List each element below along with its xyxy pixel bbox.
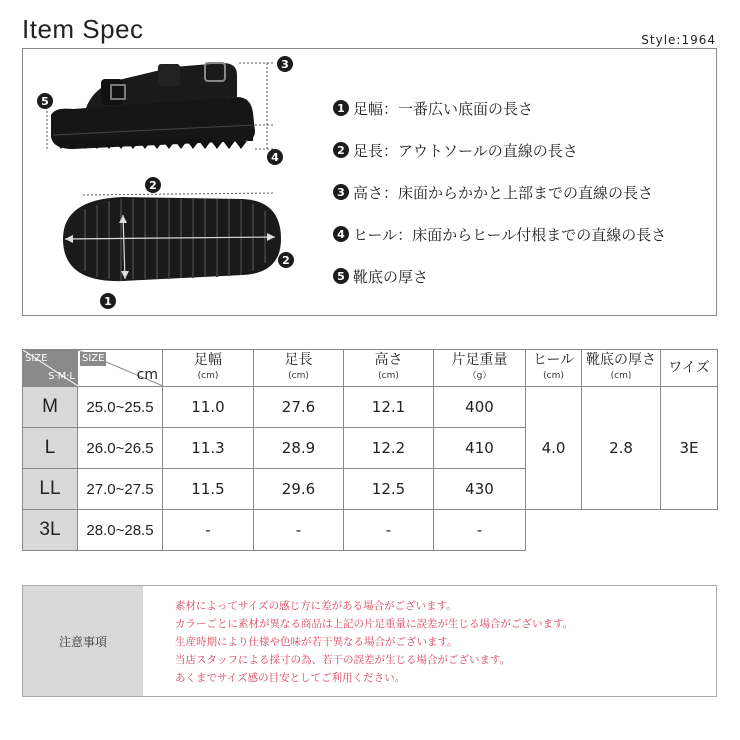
cell-height: 12.5 (344, 469, 434, 510)
svg-text:1: 1 (104, 295, 112, 308)
note-line: カラーごとに素材が異なる商品は上記の片足重量に誤差が生じる場合がございます。 (175, 618, 574, 630)
size-range: 26.0~26.5 (78, 428, 163, 469)
notes-box (22, 585, 717, 697)
size-label: M (23, 387, 78, 428)
svg-text:3: 3 (281, 58, 289, 71)
size-table (22, 349, 718, 551)
cell-height: 12.2 (344, 428, 434, 469)
sandal-diagram (23, 49, 323, 315)
cell-width: 11.0 (163, 387, 254, 428)
legend-item-width (333, 87, 666, 129)
page-title: Item Spec (22, 14, 144, 44)
cell-heel: 4.0 (526, 387, 582, 510)
note-line: あくまでサイズ感の目安としてご利用ください。 (175, 672, 406, 684)
legend-number: 1 (333, 100, 349, 116)
size-range: 25.0~25.5 (78, 387, 163, 428)
empty-cell (582, 510, 661, 551)
marker-1 (100, 293, 116, 309)
marker-4 (267, 149, 283, 165)
header-length: 足長 (cm) (254, 350, 344, 387)
cell-weight: 430 (434, 469, 526, 510)
legend-text: 足幅：一番広い底面の長さ (353, 99, 534, 118)
cell-width: 11.3 (163, 428, 254, 469)
legend-text: ヒール：床面からヒール付根までの直線の長さ (353, 225, 667, 244)
header-height: 高さ (cm) (344, 350, 434, 387)
header-heel: ヒール (cm) (526, 350, 582, 387)
cell-weight: - (434, 510, 526, 551)
sandal-sole-view (63, 193, 281, 281)
cell-sole: 2.8 (582, 387, 661, 510)
cell-width: 11.5 (163, 469, 254, 510)
legend-item-sole (333, 255, 666, 297)
legend-item-height (333, 171, 666, 213)
legend-number: 3 (333, 184, 349, 200)
note-line: 当店スタッフによる採寸の為、若干の誤差が生じる場合がございます。 (175, 654, 511, 666)
cell-length: 29.6 (254, 469, 344, 510)
header-size-cm: SIZE cm (78, 350, 163, 387)
cell-width: - (163, 510, 254, 551)
header-sole: 靴底の厚さ (cm) (582, 350, 661, 387)
table-header-row (23, 350, 718, 387)
legend-text: 足長：アウトソールの直線の長さ (353, 141, 578, 160)
header-weight: 片足重量 （g） (434, 350, 526, 387)
table-row (23, 510, 718, 551)
notes-label: 注意事項 (23, 586, 143, 696)
header-size-sml: SIZE S·M·L (23, 350, 78, 387)
size-range: 27.0~27.5 (78, 469, 163, 510)
spec-box (22, 48, 717, 316)
cell-length: 28.9 (254, 428, 344, 469)
legend-item-heel (333, 213, 666, 255)
cell-height: - (344, 510, 434, 551)
sandal-side-view (47, 63, 273, 149)
cell-height: 12.1 (344, 387, 434, 428)
svg-text:4: 4 (271, 151, 279, 164)
empty-cell (661, 510, 718, 551)
marker-3 (277, 56, 293, 72)
cell-length: 27.6 (254, 387, 344, 428)
cell-weight: 400 (434, 387, 526, 428)
svg-text:2: 2 (149, 179, 157, 192)
size-range: 28.0~28.5 (78, 510, 163, 551)
header-wise: ワイズ (661, 350, 718, 387)
legend-number: 5 (333, 268, 349, 284)
cell-wise: 3E (661, 387, 718, 510)
marker-2-side (278, 252, 294, 268)
svg-text:5: 5 (41, 95, 49, 108)
svg-text:2: 2 (282, 254, 290, 267)
marker-2-top (145, 177, 161, 193)
header-width: 足幅 (cm) (163, 350, 254, 387)
legend-item-length (333, 129, 666, 171)
size-label: L (23, 428, 78, 469)
style-code: Style:1964 (641, 33, 716, 47)
legend-number: 2 (333, 142, 349, 158)
size-label: LL (23, 469, 78, 510)
empty-cell (526, 510, 582, 551)
measurement-legend (333, 87, 666, 297)
cell-weight: 410 (434, 428, 526, 469)
marker-5 (37, 93, 53, 109)
notes-body (143, 586, 716, 696)
size-label: 3L (23, 510, 78, 551)
cell-length: - (254, 510, 344, 551)
legend-text: 靴底の厚さ (353, 267, 429, 286)
table-row (23, 387, 718, 428)
legend-text: 高さ：床面からかかと上部までの直線の長さ (353, 183, 654, 202)
legend-number: 4 (333, 226, 349, 242)
note-line: 生産時期により仕様や色味が若干異なる場合がございます。 (175, 636, 458, 648)
note-line: 素材によってサイズの感じ方に差がある場合がございます。 (175, 600, 457, 612)
